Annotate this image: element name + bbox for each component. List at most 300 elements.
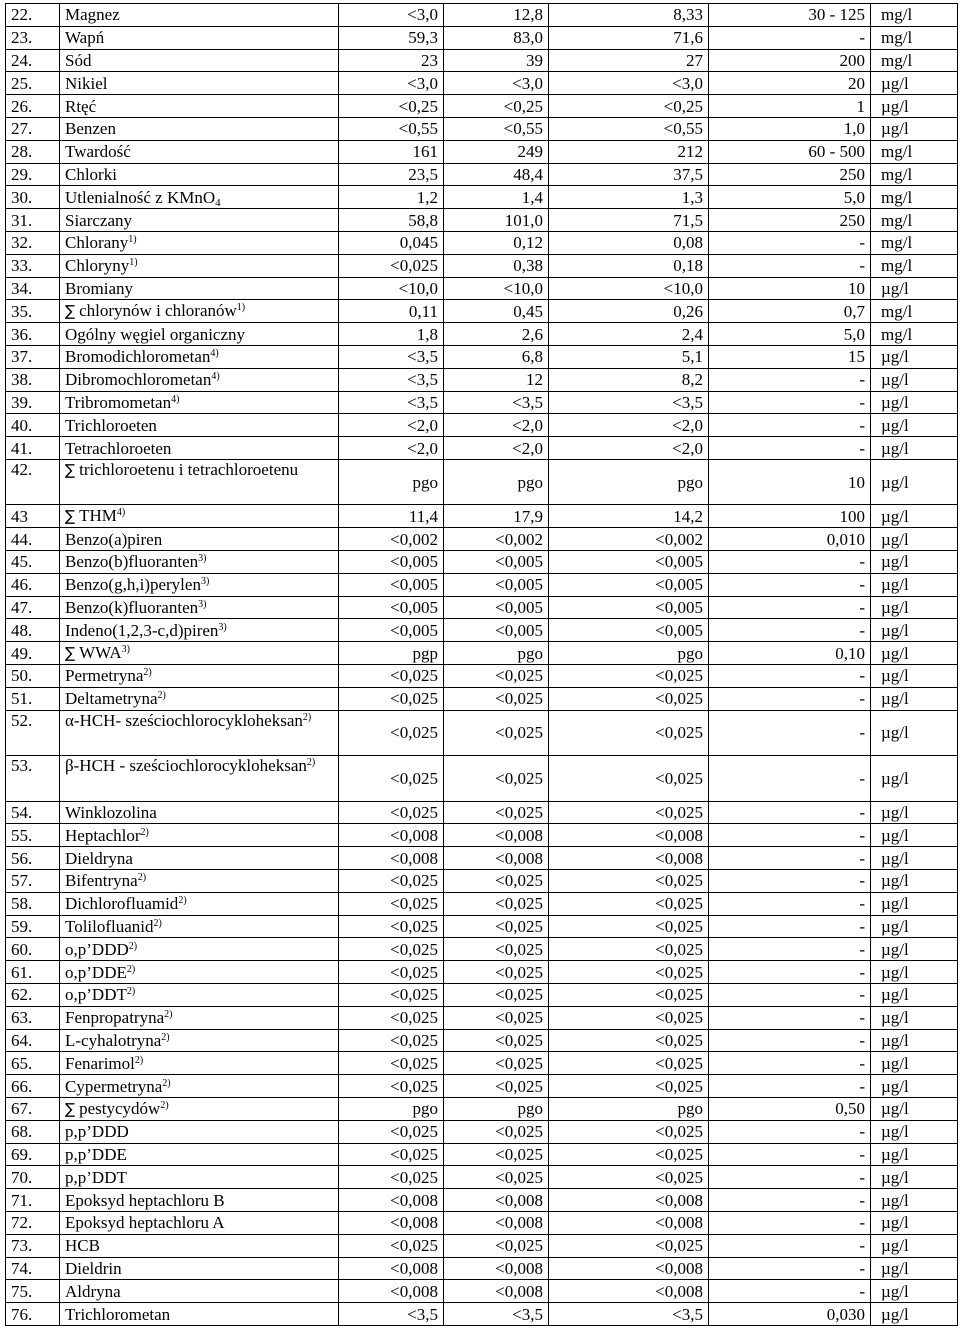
footnote-mark: 2) [143,667,152,679]
parameter-name [60,414,339,437]
limit-value: 0,010 [709,528,871,551]
row-number: 51. [6,687,60,710]
parameter-label: HCB [65,1236,100,1256]
limit-value: - [709,801,871,824]
value-1: <0,25 [339,95,444,118]
footnote-mark: 4) [171,393,180,405]
parameter-label: Deltametryna [65,689,158,709]
unit: µg/l [871,687,958,710]
row-number: 47. [6,596,60,619]
table-row [6,437,958,460]
value-1: <0,025 [339,938,444,961]
value-1: <0,025 [339,892,444,915]
parameter-label: pestycydów [79,1098,161,1118]
value-3: 0,26 [549,300,709,323]
row-number: 61. [6,961,60,984]
value-1: <0,025 [339,983,444,1006]
value-3: 1,3 [549,186,709,209]
parameter-label: Benzo(a)piren [65,529,163,549]
footnote-mark: 2) [306,757,316,769]
value-1: <2,0 [339,414,444,437]
value-1: pgp [339,642,444,665]
parameter-label: Rtęć [65,96,97,116]
parameter-name [60,1006,339,1029]
table-row [6,1052,958,1075]
value-2: <0,25 [444,95,549,118]
value-2: 101,0 [444,209,549,232]
value-3: <0,025 [549,1143,709,1166]
table-row [6,1303,958,1326]
subscript: 4 [215,196,221,209]
parameter-label: Dieldrin [65,1258,122,1278]
parameter-name [60,642,339,665]
value-1: pgo [339,459,444,505]
unit: µg/l [871,1006,958,1029]
row-number: 40. [6,414,60,437]
row-number: 30. [6,186,60,209]
value-2: <0,025 [444,915,549,938]
value-3: <0,25 [549,95,709,118]
value-1: <0,008 [339,1211,444,1234]
value-2: <3,5 [444,1303,549,1326]
unit: µg/l [871,1166,958,1189]
value-2: <0,008 [444,1189,549,1212]
unit: µg/l [871,1280,958,1303]
limit-value: 1,0 [709,117,871,140]
table-row [6,596,958,619]
table-row [6,95,958,118]
value-1: 58,8 [339,209,444,232]
value-3: <0,005 [549,619,709,642]
footnote-mark: 4) [211,371,220,383]
table-row [6,26,958,49]
unit: µg/l [871,505,958,528]
table-row [6,528,958,551]
limit-value: 5,0 [709,186,871,209]
parameter-label: Siarczany [65,210,133,230]
parameter-name [60,1097,339,1120]
parameter-label: Twardość [65,142,131,162]
parameter-label: Bromodichlorometan [65,347,211,367]
value-1: <0,025 [339,961,444,984]
row-number: 76. [6,1303,60,1326]
value-3: <0,025 [549,710,709,756]
table-row [6,140,958,163]
parameter-name [60,72,339,95]
limit-value: 5,0 [709,323,871,346]
value-2: <0,005 [444,619,549,642]
value-1: <0,025 [339,870,444,893]
parameter-label: Sód [65,50,92,70]
parameter-name [60,847,339,870]
limit-value: - [709,1052,871,1075]
footnote-mark: 4) [210,348,219,360]
value-2: <0,025 [444,961,549,984]
value-2: pgo [444,642,549,665]
value-1: <0,025 [339,1143,444,1166]
parameter-label: β-HCH - sześciochlorocykloheksan [65,756,307,776]
value-3: <0,005 [549,573,709,596]
row-number: 28. [6,140,60,163]
unit: µg/l [871,961,958,984]
value-1: <0,55 [339,117,444,140]
unit: µg/l [871,1257,958,1280]
value-3: <0,025 [549,1006,709,1029]
parameter-label: L-cyhalotryna [65,1030,162,1050]
row-number: 35. [6,300,60,323]
parameter-name [60,596,339,619]
table-row [6,870,958,893]
value-3: <0,025 [549,961,709,984]
value-2: <0,005 [444,596,549,619]
value-1: <3,5 [339,368,444,391]
parameter-label: Chloryny [65,256,130,276]
parameter-label: Utlenialność z KMnO [65,187,216,207]
value-3: 8,33 [549,4,709,27]
row-number: 66. [6,1075,60,1098]
limit-value: - [709,1075,871,1098]
table-row [6,391,958,414]
value-1: <0,002 [339,528,444,551]
limit-value: - [709,892,871,915]
unit: µg/l [871,437,958,460]
unit: µg/l [871,1097,958,1120]
parameter-name [60,1166,339,1189]
table-row [6,368,958,391]
parameter-name [60,892,339,915]
table-body [6,4,958,1326]
value-1: <0,025 [339,1006,444,1029]
value-1: <0,008 [339,824,444,847]
parameter-name [60,140,339,163]
value-2: <0,025 [444,1029,549,1052]
value-2: 0,38 [444,254,549,277]
parameter-name [60,231,339,254]
unit: µg/l [871,1075,958,1098]
footnote-mark: 2) [178,895,187,907]
limit-value: 30 - 125 [709,4,871,27]
limit-value: - [709,961,871,984]
row-number: 41. [6,437,60,460]
row-number: 59. [6,915,60,938]
table-row [6,300,958,323]
unit: µg/l [871,345,958,368]
parameter-label: Ogólny węgiel organiczny [65,324,246,344]
value-2: <2,0 [444,414,549,437]
table-row [6,117,958,140]
parameter-label: o,p’DDD [65,939,129,959]
parameter-label: Magnez [65,5,120,25]
unit: µg/l [871,1303,958,1326]
parameter-label: Fenpropatryna [65,1008,165,1028]
limit-value: - [709,1029,871,1052]
unit: mg/l [871,186,958,209]
parameter-label: Indeno(1,2,3-c,d)piren [65,620,219,640]
row-number: 24. [6,49,60,72]
value-1: <2,0 [339,437,444,460]
value-2: <0,008 [444,824,549,847]
parameter-name [60,1280,339,1303]
value-2: 39 [444,49,549,72]
footnote-mark: 2) [140,826,149,838]
row-number: 68. [6,1120,60,1143]
value-2: <0,55 [444,117,549,140]
value-1: <0,025 [339,710,444,756]
row-number: 67. [6,1097,60,1120]
unit: µg/l [871,573,958,596]
value-2: 12 [444,368,549,391]
parameter-label: o,p’DDT [65,985,127,1005]
row-number: 31. [6,209,60,232]
limit-value: - [709,573,871,596]
value-2: <0,025 [444,1166,549,1189]
parameter-name [60,117,339,140]
footnote-mark: 2) [153,917,162,929]
value-2: 12,8 [444,4,549,27]
table-row [6,1211,958,1234]
table-row [6,49,958,72]
footnote-mark: 2) [137,872,147,884]
row-number: 44. [6,528,60,551]
value-2: 249 [444,140,549,163]
footnote-mark: 1) [129,257,138,269]
table-row [6,756,958,802]
table-row [6,414,958,437]
limit-value: - [709,915,871,938]
footnote-mark: 2) [162,1077,171,1089]
unit: µg/l [871,801,958,824]
row-number: 45. [6,551,60,574]
parameter-label: THM [79,506,117,526]
unit: mg/l [871,4,958,27]
table-row [6,1189,958,1212]
row-number: 37. [6,345,60,368]
table-row [6,573,958,596]
footnote-mark: 2) [126,986,136,998]
unit: µg/l [871,95,958,118]
limit-value: - [709,414,871,437]
table-row [6,551,958,574]
table-row [6,1120,958,1143]
unit: µg/l [871,892,958,915]
parameter-name [60,870,339,893]
limit-value: - [709,665,871,688]
limit-value: 20 [709,72,871,95]
value-2: 6,8 [444,345,549,368]
value-3: 8,2 [549,368,709,391]
parameter-label: Benzo(b)fluoranten [65,552,199,572]
parameter-name [60,528,339,551]
value-3: 5,1 [549,345,709,368]
parameter-label: Chlorki [65,164,117,184]
table-row [6,505,958,528]
parameter-label: Trichloroeten [65,415,157,435]
unit: µg/l [871,459,958,505]
sum-icon: ∑ [65,460,76,479]
value-3: <0,025 [549,1120,709,1143]
value-3: pgo [549,459,709,505]
unit: µg/l [871,870,958,893]
parameter-name [60,186,339,209]
parameter-label: Benzo(g,h,i)perylen [65,575,201,595]
parameter-name [60,756,339,802]
row-number: 48. [6,619,60,642]
value-1: 161 [339,140,444,163]
parameter-name [60,459,339,505]
value-1: <3,5 [339,345,444,368]
row-number: 71. [6,1189,60,1212]
parameter-label: Tribromometan [65,392,172,412]
unit: µg/l [871,551,958,574]
table-row [6,915,958,938]
parameter-name [60,1120,339,1143]
value-2: 0,12 [444,231,549,254]
parameter-name [60,1052,339,1075]
row-number: 64. [6,1029,60,1052]
parameter-name [60,938,339,961]
parameter-name [60,619,339,642]
table-row [6,710,958,756]
limit-value: - [709,596,871,619]
parameter-label: Fenarimol [65,1053,135,1073]
parameter-name [60,505,339,528]
value-1: <0,025 [339,665,444,688]
parameter-label: Cypermetryna [65,1076,163,1096]
table-row [6,1143,958,1166]
parameter-label: Bromiany [65,278,133,298]
limit-value: - [709,391,871,414]
table-row [6,1006,958,1029]
value-1: 23 [339,49,444,72]
value-1: pgo [339,1097,444,1120]
unit: µg/l [871,665,958,688]
footnote-mark: 2) [126,963,136,975]
value-1: <3,5 [339,391,444,414]
row-number: 63. [6,1006,60,1029]
unit: µg/l [871,596,958,619]
unit: µg/l [871,710,958,756]
unit: µg/l [871,1052,958,1075]
table-row [6,847,958,870]
parameter-label: o,p’DDE [65,962,127,982]
table-row [6,1234,958,1257]
value-2: <0,025 [444,801,549,824]
limit-value: - [709,1143,871,1166]
value-1: 0,045 [339,231,444,254]
row-number: 25. [6,72,60,95]
value-3: <10,0 [549,277,709,300]
value-3: 14,2 [549,505,709,528]
row-number: 75. [6,1280,60,1303]
value-1: <3,0 [339,4,444,27]
table-row [6,801,958,824]
row-number: 65. [6,1052,60,1075]
footnote-mark: 3) [121,644,130,656]
value-2: <0,025 [444,983,549,1006]
sum-icon: ∑ [65,302,76,321]
parameter-name [60,573,339,596]
parameter-name [60,163,339,186]
table-row [6,687,958,710]
value-3: 2,4 [549,323,709,346]
parameter-name [60,1143,339,1166]
value-1: 1,8 [339,323,444,346]
limit-value: - [709,1257,871,1280]
footnote-mark: 3) [200,576,210,588]
table-row [6,824,958,847]
value-2: <0,025 [444,1006,549,1029]
parameter-name [60,1075,339,1098]
row-number: 39. [6,391,60,414]
table-row [6,642,958,665]
value-1: <0,025 [339,687,444,710]
value-3: <0,55 [549,117,709,140]
value-3: <0,025 [549,1166,709,1189]
parameter-label: p,p’DDT [65,1167,127,1187]
footnote-mark: 2) [157,690,166,702]
row-number: 43 [6,505,60,528]
parameter-name [60,983,339,1006]
parameter-label: Trichlorometan [65,1304,171,1324]
value-3: <0,025 [549,938,709,961]
limit-value: - [709,824,871,847]
value-2: <3,5 [444,391,549,414]
unit: mg/l [871,163,958,186]
unit: µg/l [871,642,958,665]
limit-value: 10 [709,277,871,300]
table-row [6,209,958,232]
table-row [6,892,958,915]
parameter-name [60,254,339,277]
row-number: 53. [6,756,60,802]
value-2: <0,025 [444,710,549,756]
parameter-name [60,1303,339,1326]
parameter-name [60,665,339,688]
row-number: 38. [6,368,60,391]
value-3: pgo [549,1097,709,1120]
unit: mg/l [871,49,958,72]
parameter-label: Bifentryna [65,871,138,891]
parameter-label: Aldryna [65,1281,121,1301]
value-1: <0,008 [339,847,444,870]
value-1: <10,0 [339,277,444,300]
table-row [6,163,958,186]
parameter-name [60,368,339,391]
value-1: <0,005 [339,551,444,574]
parameter-name [60,4,339,27]
unit: µg/l [871,847,958,870]
unit: µg/l [871,414,958,437]
limit-value: 10 [709,459,871,505]
parameter-name [60,551,339,574]
unit: µg/l [871,1120,958,1143]
value-1: 11,4 [339,505,444,528]
value-2: <0,025 [444,665,549,688]
parameter-name [60,1189,339,1212]
footnote-mark: 2) [302,711,312,723]
table-row [6,1097,958,1120]
value-1: <3,5 [339,1303,444,1326]
limit-value: 60 - 500 [709,140,871,163]
unit: µg/l [871,117,958,140]
limit-value: - [709,983,871,1006]
sum-icon: ∑ [65,1099,76,1118]
value-3: <0,008 [549,1280,709,1303]
parameter-label: Tetrachloroeten [65,438,172,458]
value-3: <0,025 [549,892,709,915]
table-row [6,1166,958,1189]
table-row [6,186,958,209]
